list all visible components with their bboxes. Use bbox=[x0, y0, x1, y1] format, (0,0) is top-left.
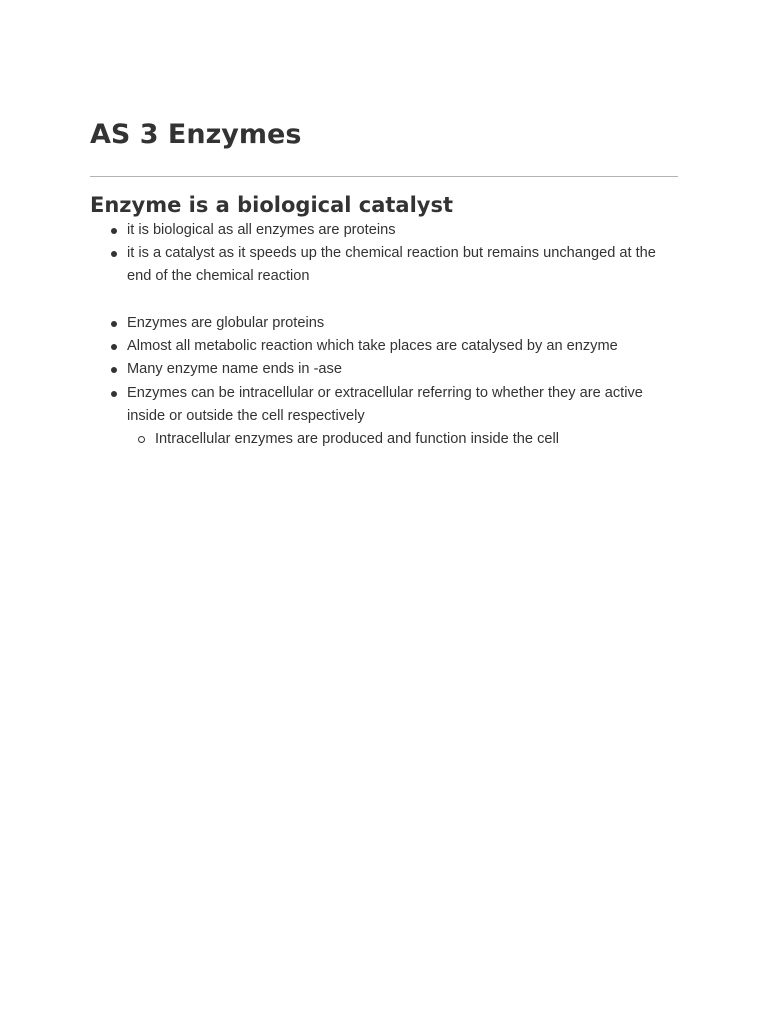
bullet-icon bbox=[111, 367, 117, 373]
list-item-text: Enzymes can be intracellular or extracellular referring to whether they are active inside or outside the cell respectively bbox=[127, 384, 643, 424]
bullet-icon bbox=[111, 391, 117, 397]
bullet-icon bbox=[111, 321, 117, 327]
sub-list bbox=[127, 428, 678, 451]
list-item-text: Enzymes are globular proteins bbox=[127, 315, 325, 331]
list-item bbox=[90, 358, 678, 381]
list-item bbox=[90, 335, 678, 358]
page-title: AS 3 Enzymes bbox=[90, 119, 302, 150]
section-heading: Enzyme is a biological catalyst bbox=[90, 193, 454, 217]
hollow-bullet-icon bbox=[138, 436, 145, 443]
sub-list-item-text: Intracellular enzymes are produced and function inside the cell bbox=[155, 431, 559, 448]
sub-list-item bbox=[127, 428, 678, 451]
facts-list bbox=[90, 312, 678, 451]
list-item-text: it is a catalyst as it speeds up the chemical reaction but remains unchanged at the end of the chemical reaction bbox=[127, 245, 656, 285]
definition-list bbox=[90, 219, 678, 289]
bullet-icon bbox=[111, 344, 117, 350]
list-item bbox=[90, 382, 678, 452]
list-item-text: Many enzyme name ends in -ase bbox=[127, 361, 342, 378]
list-item bbox=[90, 219, 678, 242]
title-divider bbox=[90, 176, 678, 177]
list-item-text: it is biological as all enzymes are proteins bbox=[127, 222, 396, 238]
list-item bbox=[90, 242, 678, 288]
list-item-text: Almost all metabolic reaction which take places are catalysed by an enzyme bbox=[127, 338, 618, 355]
bullet-icon bbox=[111, 251, 117, 257]
list-item bbox=[90, 312, 678, 335]
bullet-icon bbox=[111, 228, 117, 234]
